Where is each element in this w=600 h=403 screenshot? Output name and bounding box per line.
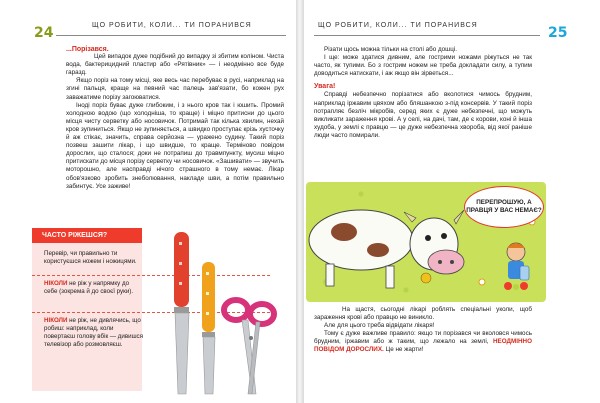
tip-item-1 [44,250,142,266]
tip-item-2-text: не ріж у напрямку до себе (зокрема й до своєї руки). [44,280,134,295]
right-paragraph-2: І ще: може здатися дивним, але гострими ножами ріжуться не так часто, як тупими. Бо з гострим ножем не треба докладати силу, а тупим доводиться натискати, і аж якщо він зірветься... [314,54,532,78]
book-gutter [296,0,304,403]
left-paragraph-1: Цей випадок дуже подібний до випадку зі збитим коліном. Чиста вода, бактерицидний пластир або «Рятівник» — і неодмінно все буде гаразд. [66,53,284,77]
cow-bell [421,273,431,283]
warning-heading: Увага! [314,83,336,91]
scissors-handle-right [250,304,274,324]
cow-snout [428,250,464,274]
warning-text: Справді небезпечно порізатися або вколотися чимось брудним, наприклад іржавим цвяхом або бляшанкою з-під консервів. У такий поріз потрапляє безліч мікробів, серед яких є дуже небезпечні, що можуть викликати зараження крові. А у селі, на дачі, там, де є корови, коні й інша худоба, у землі є правцю — це дуже небезпечна хвороба, від якої раніше люди часто помирали. [314,91,532,139]
speech-bubble: ПЕРЕПРОШУЮ, А ПРАВЦЯ У ВАС НЕМАЄ? [464,186,544,228]
right-paragraph-5-text: Тому є дуже важливе правило: якщо ти порізався чи вколовся чимось брудним, іржавим або ж таким, що лежало на землі, [314,330,532,346]
tip-item-1-text: Перевір, чи правильно ти користуєшся ножем і ножицями. [44,250,137,265]
left-paragraph-3: Іноді поріз буває дуже глибоким, і з нього кров так і юшить. Промий холодною водою (що холодніша, то краще) і міцно притисни до цього місця чисту серветку або носовичок. Потримай так кілька хвилин, нехай кров зупиниться. Якщо не зупиняється, а швидко проступає крізь хусточку й аж стікає, значить, справа серйозна — уражено судину. Такий поріз позвеш зашити лікар, і що швидше, то краще. Терміново повідом дорослих, що сталося; доки не потрапиш до травмпункту, мусиш міцно притискати до місця порізу серветку чи носовичок. «Зашивати» — звучить моторошно, але насправді нічого страшного в тому немає. Лікар обов'язково зробить знеболювання, накладе шви, а потім правильно забинтує. Усе заживе! [66,101,284,190]
final-warning-tail: Це не жарти! [383,346,424,354]
right-paragraph-5 [314,330,532,354]
left-page [0,0,296,403]
right-header-rule [314,35,540,36]
tip-item-2-emphasis: НІКОЛИ [44,280,68,287]
knives-scissors-illustration [144,222,284,397]
final-warning-emphasis: НЕОДМІННО ПОВІДОМ ДОРОСЛИХ. [314,338,532,354]
right-paragraph-3: На щастя, сьогодні лікарі роблять спеціальні уколи, щоб зараження крові або правцю не виникло. [314,306,532,322]
left-running-header: ЩО РОБИТИ, КОЛИ... ТИ ПОРАНИВСЯ [92,22,252,29]
right-article-top [314,46,532,140]
tip-item-2 [44,280,142,296]
left-header-rule [56,35,286,36]
scissors-handle-left [224,300,248,320]
tip-box [32,228,142,391]
left-paragraph-2: Якщо поріз на тому місці, яке весь час перебуває в русі, наприклад на згині пальця, краще на певний час палець зав'язати, бо кожен рух заважатиме порізу загоюватися. [66,77,284,101]
right-paragraph-4: Але для цього треба відвідати лікаря! [324,322,435,330]
right-page [304,0,600,403]
left-article [66,46,284,191]
right-running-header: ЩО РОБИТИ, КОЛИ... ТИ ПОРАНИВСЯ [318,22,478,29]
left-page-number: 24 [34,25,54,41]
right-article-bottom [314,306,532,355]
orange-knife-blade [203,337,215,394]
tip-item-3 [44,317,146,349]
article-heading: ...Порізався. [66,46,109,53]
right-paragraph-1: Різати щось можна тільки на столі або дошці. [324,46,457,53]
tip-item-3-emphasis: НІКОЛИ [44,317,68,324]
right-page-number: 25 [548,25,568,41]
tip-box-title: ЧАСТО РІЖЕШСЯ? [32,228,142,243]
tip-item-3-text: не ріж, не дивлячись, що робиш: наприклад, коли повертаєш голову вбік — дивишся телевізор або розмовляєш. [44,317,143,348]
red-knife-blade [175,313,189,394]
